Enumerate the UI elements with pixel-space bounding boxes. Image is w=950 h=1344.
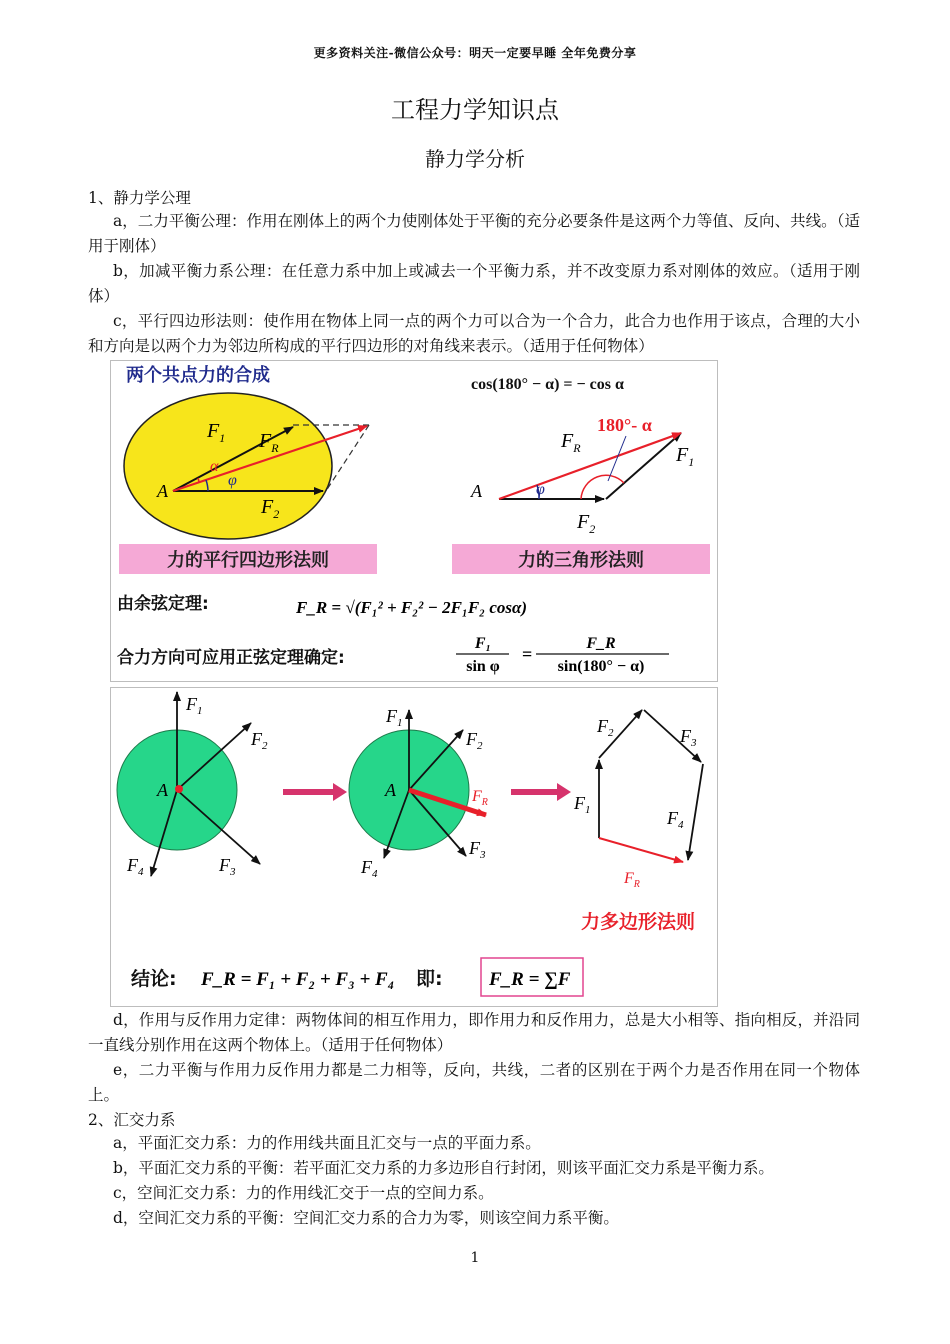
concurrent-c: c，空间汇交力系：力的作用线汇交于一点的空间力系。 — [113, 1184, 494, 1202]
page-number: 1 — [470, 1250, 480, 1266]
section-title: 静力学分析 — [425, 147, 525, 171]
axiom-c: c，平行四边形法则：使作用在物体上同一点的两个力可以合为一个合力，此合力也作用于该点，合理的大小和方向是以两个力为邻边所构成的平行四边形的对角线来表示。（适用于任何物体） — [88, 312, 860, 355]
figure-force-polygon — [110, 687, 718, 1007]
poly-label-f1: $F_1$ — [574, 793, 591, 816]
cosine-rule-label: 由余弦定理: — [117, 594, 209, 614]
sum-formula: F_R = ∑F — [489, 969, 571, 990]
poly-vector-f3 — [644, 710, 701, 762]
ie-label: 即: — [416, 968, 443, 990]
tri-label-f1: $F_1$ — [676, 444, 695, 469]
d1-label-f3: $F_3$ — [219, 855, 236, 878]
polygon-rule-label: 力多边形法则 — [581, 911, 696, 933]
label-180-alpha: 180°- α — [597, 415, 652, 435]
label-f2: $F_2$ — [261, 496, 280, 521]
tri-label-a: A — [471, 481, 482, 501]
cosine-rule-formula: F_R = √(F₁² + F₂² − 2F₁F₂ cosα) — [296, 598, 528, 617]
d2-label-f1: $F_1$ — [386, 706, 403, 729]
concurrent-a: a，平面汇交力系：力的作用线共面且汇交与一点的平面力系。 — [113, 1134, 541, 1152]
triangle-label: 力的三角形法则 — [518, 550, 644, 571]
sine-rule-label: 合力方向可应用正弦定理确定: — [117, 648, 345, 668]
transform-arrow-1 — [283, 783, 347, 801]
d2-label-fr: $F_R$ — [472, 788, 488, 808]
conclusion-formula: F_R = F₁ + F₂ + F₃ + F₄ — [201, 969, 395, 990]
parallelogram-label: 力的平行四边形法则 — [167, 550, 329, 571]
label-fr: $F_R$ — [259, 430, 279, 455]
section1-heading: 1、静力学公理 — [88, 189, 191, 207]
poly-vector-f4 — [688, 764, 703, 860]
tri-label-fr: $F_R$ — [561, 430, 581, 455]
poly-label-fr: $F_R$ — [624, 870, 640, 890]
d2-label-a: A — [385, 780, 396, 800]
sine-num-right: F_R — [586, 635, 616, 652]
d1-label-f1: $F_1$ — [186, 694, 203, 717]
label-a: A — [157, 481, 168, 501]
axiom-d: d，作用与反作用力定律：两物体间的相互作用力，即作用力和反作用力，总是大小相等、指向相反，并沿同一直线分别作用在这两个物体上。（适用于任何物体） — [88, 1011, 860, 1054]
axiom-e: e，二力平衡与作用力反作用力都是二力相等，反向，共线，二者的区别在于两个力是否作用在同一个物体上。 — [88, 1061, 860, 1104]
sine-num-left: F₁ — [474, 635, 492, 652]
tri-vector-f1 — [606, 433, 681, 499]
concurrent-b: b，平面汇交力系的平衡：若平面汇交力系的力多边形自行封闭，则该平面汇交力系是平衡力系。 — [113, 1159, 774, 1177]
d1-label-f2: $F_2$ — [251, 729, 268, 752]
poly-label-f3: $F_3$ — [680, 726, 697, 749]
sine-den-right: sin(180° − α) — [557, 658, 645, 675]
d2-label-f3: $F_3$ — [469, 838, 486, 861]
tri-label-phi: φ — [536, 481, 545, 498]
poly-vector-fr — [599, 838, 683, 862]
concurrent-d: d，空间汇交力系的平衡：空间汇交力系的合力为零，则该空间力系平衡。 — [113, 1209, 619, 1227]
sine-den-left: sin φ — [466, 658, 500, 675]
equals-sign: = — [522, 644, 533, 664]
transform-arrow-2 — [511, 783, 571, 801]
tri-angle-arc — [581, 475, 624, 499]
label-phi: φ — [228, 472, 237, 489]
cos-identity: cos(180° − α) = − cos α — [471, 376, 624, 393]
page-header: 更多资料关注-微信公众号：明天一定要早睡 全年免费分享 — [313, 46, 637, 60]
axiom-b: b，加减平衡力系公理：在任意力系中加上或减去一个平衡力系，并不改变原力系对刚体的效应。（适用于刚体） — [88, 262, 860, 305]
label-f1: $F_1$ — [207, 420, 226, 445]
poly-label-f2: $F_2$ — [597, 716, 614, 739]
section2-heading: 2、汇交力系 — [88, 1111, 176, 1129]
d2-label-f2: $F_2$ — [466, 729, 483, 752]
label-alpha: α — [210, 458, 219, 475]
document-title: 工程力学知识点 — [391, 96, 559, 124]
d2-label-f4: $F_4$ — [361, 857, 378, 880]
poly-label-f4: $F_4$ — [667, 808, 684, 831]
conclusion-label: 结论: — [131, 968, 177, 990]
d1-label-f4: $F_4$ — [127, 855, 144, 878]
d1-point-a — [175, 785, 183, 793]
axiom-a: a，二力平衡公理：作用在刚体上的两个力使刚体处于平衡的充分必要条件是这两个力等值、反向、共线。（适用于刚体） — [88, 212, 860, 255]
fig1-title: 两个共点力的合成 — [126, 365, 270, 386]
d1-label-a: A — [157, 780, 168, 800]
tri-vector-fr — [499, 433, 681, 499]
yellow-body-disk — [124, 393, 332, 539]
tri-label-f2: $F_2$ — [577, 511, 596, 536]
figure-force-composition — [110, 360, 718, 682]
alpha-arc — [198, 478, 199, 482]
